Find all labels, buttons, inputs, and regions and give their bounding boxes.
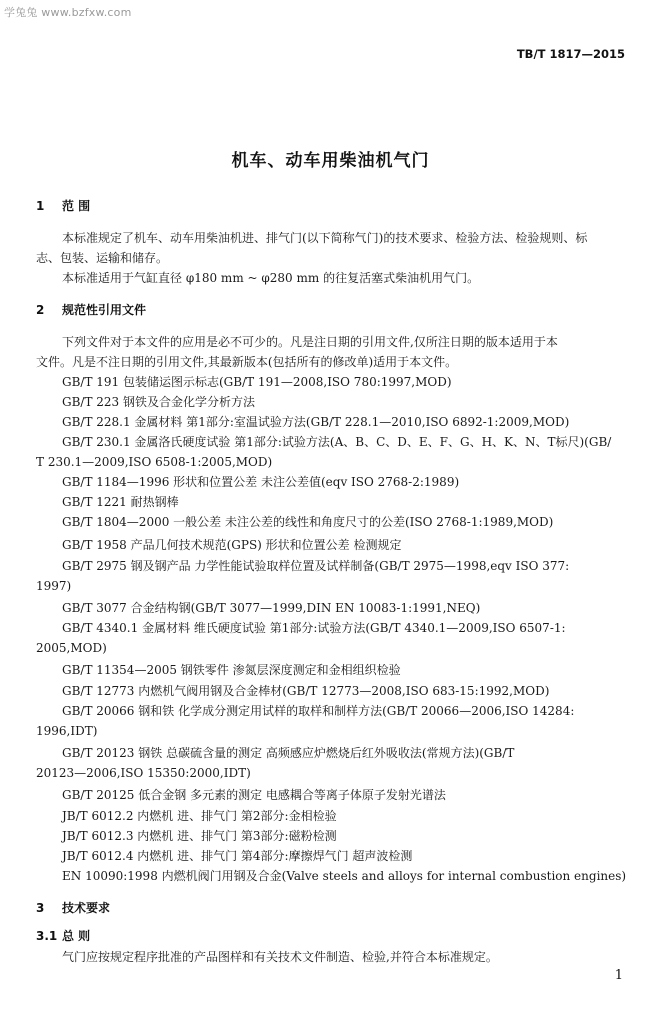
section-1-heading [36, 199, 90, 213]
paragraph-line: 气门应按规定程序批准的产品图样和有关技术文件制造、检验,并符合本标准规定。 [62, 950, 498, 964]
document-title: 机车、动车用柴油机气门 [231, 151, 430, 171]
reference-entry: GB/T 3077 合金结构钢(GB/T 3077—1999,DIN EN 10083-1:1991,NEQ) [62, 601, 481, 615]
reference-entry: GB/T 12773 内燃机气阀用钢及合金棒材(GB/T 12773—2008,ISO 683-15:1992,MOD) [62, 684, 550, 698]
reference-entry-continued: 20123—2006,ISO 15350:2000,IDT) [36, 766, 251, 780]
paragraph-line: 本标准规定了机车、动车用柴油机进、排气门(以下简称气门)的技术要求、检验方法、检验规则、标 [62, 231, 588, 245]
section-number: 3 [36, 901, 45, 915]
reference-entry: GB/T 228.1 金属材料 第1部分:室温试验方法(GB/T 228.1—2010,ISO 6892-1:2009,MOD) [62, 415, 570, 429]
section-2-heading [36, 303, 146, 317]
reference-entry: GB/T 2975 钢及钢产品 力学性能试验取样位置及试样制备(GB/T 2975—1998,eqv ISO 377: [62, 559, 570, 573]
paragraph-line: 下列文件对于本文件的应用是必不可少的。凡是注日期的引用文件,仅所注日期的版本适用于本 [62, 335, 558, 349]
section-3-heading [36, 901, 110, 915]
reference-entry: GB/T 1958 产品几何技术规范(GPS) 形状和位置公差 检测规定 [62, 538, 402, 552]
paragraph-line: 本标准适用于气缸直径 φ180 mm ~ φ280 mm 的往复活塞式柴油机用气门。 [62, 271, 480, 285]
section-title: 范 围 [62, 199, 91, 213]
reference-entry: GB/T 191 包装储运图示标志(GB/T 191—2008,ISO 780:1997,MOD) [62, 375, 452, 389]
reference-entry-continued: 1997) [36, 579, 72, 593]
reference-entry: GB/T 4340.1 金属材料 维氏硬度试验 第1部分:试验方法(GB/T 4340.1—2009,ISO 6507-1: [62, 621, 566, 635]
reference-entry: GB/T 1804—2000 一般公差 未注公差的线性和角度尺寸的公差(ISO 2768-1:1989,MOD) [62, 515, 554, 529]
paragraph-line: 志、包装、运输和储存。 [36, 251, 169, 265]
reference-entry: GB/T 1221 耐热钢棒 [62, 495, 179, 509]
reference-entry: GB/T 223 钢铁及合金化学分析方法 [62, 395, 255, 409]
section-number: 1 [36, 199, 45, 213]
reference-entry: JB/T 6012.4 内燃机 进、排气门 第4部分:摩擦焊气门 超声波检测 [62, 849, 413, 863]
reference-entry: GB/T 1184—1996 形状和位置公差 未注公差值(eqv ISO 2768-2:1989) [62, 475, 460, 489]
reference-entry-continued: 2005,MOD) [36, 641, 107, 655]
subsection-title: 总 则 [62, 929, 91, 943]
watermark: 学兔兔 www.bzfxw.com [4, 6, 132, 19]
reference-entry-continued: 1996,IDT) [36, 724, 98, 738]
section-title: 规范性引用文件 [62, 303, 147, 317]
reference-entry: GB/T 20123 钢铁 总碳硫含量的测定 高频感应炉燃烧后红外吸收法(常规方法)(GB/T [62, 746, 515, 760]
reference-entry: GB/T 20066 钢和铁 化学成分测定用试样的取样和制样方法(GB/T 20066—2006,ISO 14284: [62, 704, 575, 718]
reference-entry: JB/T 6012.3 内燃机 进、排气门 第3部分:磁粉检测 [62, 829, 337, 843]
section-number: 2 [36, 303, 45, 317]
standard-code: TB/T 1817—2015 [516, 47, 625, 61]
reference-entry: EN 10090:1998 内燃机阀门用钢及合金(Valve steels and alloys for internal combustion engines) [62, 869, 627, 883]
subsection-3-1-heading [36, 929, 90, 943]
reference-entry: JB/T 6012.2 内燃机 进、排气门 第2部分:金相检验 [62, 809, 337, 823]
reference-entry: GB/T 230.1 金属洛氏硬度试验 第1部分:试验方法(A、B、C、D、E、F、G、H、K、N、T标尺)(GB/ [62, 435, 612, 449]
paragraph-line: 文件。凡是不注日期的引用文件,其最新版本(包括所有的修改单)适用于本文件。 [36, 355, 458, 369]
reference-entry-continued: T 230.1—2009,ISO 6508-1:2005,MOD) [36, 455, 273, 469]
reference-entry: GB/T 11354—2005 钢铁零件 渗氮层深度测定和金相组织检验 [62, 663, 401, 677]
page-number: 1 [614, 968, 623, 983]
subsection-number: 3.1 [36, 929, 58, 943]
reference-entry: GB/T 20125 低合金钢 多元素的测定 电感耦合等离子体原子发射光谱法 [62, 788, 446, 802]
section-title: 技术要求 [62, 901, 111, 915]
